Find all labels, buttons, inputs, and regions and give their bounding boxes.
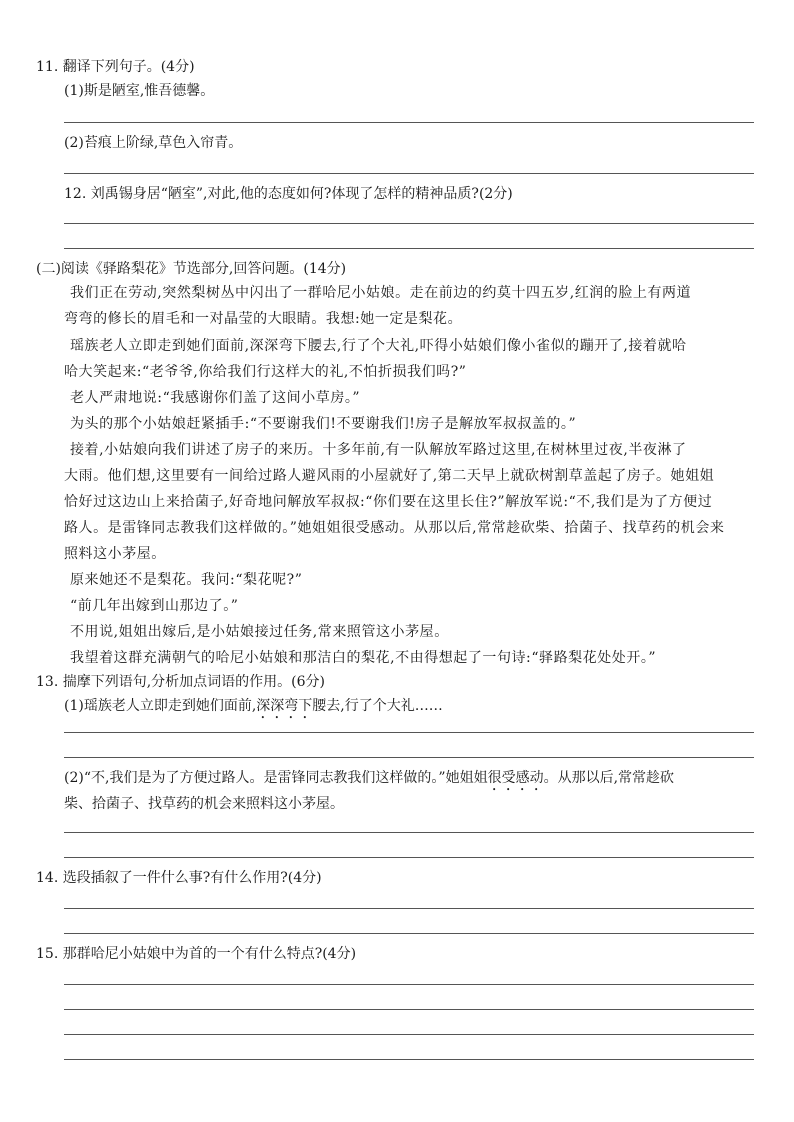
answer-line — [64, 223, 754, 224]
passage-line: “前几年出嫁到山那边了。” — [70, 598, 239, 614]
answer-line — [64, 757, 754, 758]
sentence-text: 。从那以后,常常趁砍 — [543, 770, 675, 786]
passage-line: 不用说,姐姐出嫁后,是小姑娘接过任务,常来照管这小茅屋。 — [70, 624, 449, 640]
answer-line — [64, 1009, 754, 1010]
question-11-sentence-1: (1)斯是陋室,惟吾德馨。 — [64, 83, 215, 99]
passage-line: 大雨。他们想,这里要有一间给过路人避风雨的小屋就好了,第二天早上就砍树割草盖起了房子。她姐姐 — [64, 468, 715, 484]
question-11-title: 11. 翻译下列句子。(4分) — [36, 59, 195, 75]
question-13-sentence-2 — [64, 769, 674, 794]
passage-line: 接着,小姑娘向我们讲述了房子的来历。十多年前,有一队解放军路过这里,在树林里过夜,半夜淋了 — [70, 442, 687, 458]
passage-line: 恰好过这边山上来拾菌子,好奇地问解放军叔叔:“你们要在这里长住?”解放军说:“不,我们是为了方便过 — [64, 494, 713, 510]
emphasized-words: 很受感动 — [487, 770, 544, 786]
question-13-title: 13. 揣摩下列语句,分析加点词语的作用。(6分) — [36, 674, 325, 690]
question-11-sentence-2: (2)苔痕上阶绿,草色入帘青。 — [64, 135, 243, 151]
emphasized-words: 深深弯下 — [256, 698, 313, 714]
passage-line: 为头的那个小姑娘赶紧插手:“不要谢我们!不要谢我们!房子是解放军叔叔盖的。” — [70, 416, 577, 432]
answer-line — [64, 933, 754, 934]
passage-line: 我望着这群充满朝气的哈尼小姑娘和那洁白的梨花,不由得想起了一句诗:“驿路梨花处处开。” — [70, 650, 657, 666]
answer-line — [64, 857, 754, 858]
passage-line: 老人严肃地说:“我感谢你们盖了这间小草房。” — [70, 390, 361, 406]
answer-line — [64, 832, 754, 833]
answer-line — [64, 1059, 754, 1060]
passage-line: 路人。是雷锋同志教我们这样做的。”她姐姐很受感动。从那以后,常常趁砍柴、拾菌子、找草药的机会来 — [64, 520, 725, 536]
question-13-sentence-1 — [64, 697, 443, 722]
answer-line — [64, 248, 754, 249]
passage-line: 哈大笑起来:“老爷爷,你给我们行这样大的礼,不怕折损我们吗?” — [64, 364, 467, 380]
passage-line: 瑶族老人立即走到她们面前,深深弯下腰去,行了个大礼,吓得小姑娘们像小雀似的蹦开了,接着就哈 — [70, 338, 687, 354]
passage-line: 照料这小茅屋。 — [64, 546, 166, 562]
answer-line — [64, 984, 754, 985]
answer-line — [64, 908, 754, 909]
sentence-text: (1)瑶族老人立即走到她们面前, — [64, 698, 257, 714]
answer-line — [64, 1034, 754, 1035]
question-12-title: 12. 刘禹锡身居“陋室”,对此,他的态度如何?体现了怎样的精神品质?(2分) — [64, 186, 513, 202]
section-2-title: (二)阅读《驿路梨花》节选部分,回答问题。(14分) — [36, 261, 347, 277]
sentence-text: (2)“不,我们是为了方便过路人。是雷锋同志教我们这样做的。”她姐姐 — [64, 770, 488, 786]
passage-line: 原来她还不是梨花。我问:“梨花呢?” — [70, 572, 303, 588]
answer-line — [64, 122, 754, 123]
question-13-sentence-2-continued: 柴、拾菌子、找草药的机会来照料这小茅屋。 — [64, 796, 344, 812]
question-14-title: 14. 选段插叙了一件什么事?有什么作用?(4分) — [36, 870, 322, 886]
question-15-title: 15. 那群哈尼小姑娘中为首的一个有什么特点?(4分) — [36, 946, 357, 962]
passage-line: 我们正在劳动,突然梨树丛中闪出了一群哈尼小姑娘。走在前边的约莫十四五岁,红润的脸上有两道 — [70, 285, 692, 301]
answer-line — [64, 732, 754, 733]
answer-line — [64, 173, 754, 174]
sentence-text: 腰去,行了个大礼…… — [312, 698, 443, 714]
passage-line: 弯弯的修长的眉毛和一对晶莹的大眼睛。我想:她一定是梨花。 — [64, 311, 463, 327]
